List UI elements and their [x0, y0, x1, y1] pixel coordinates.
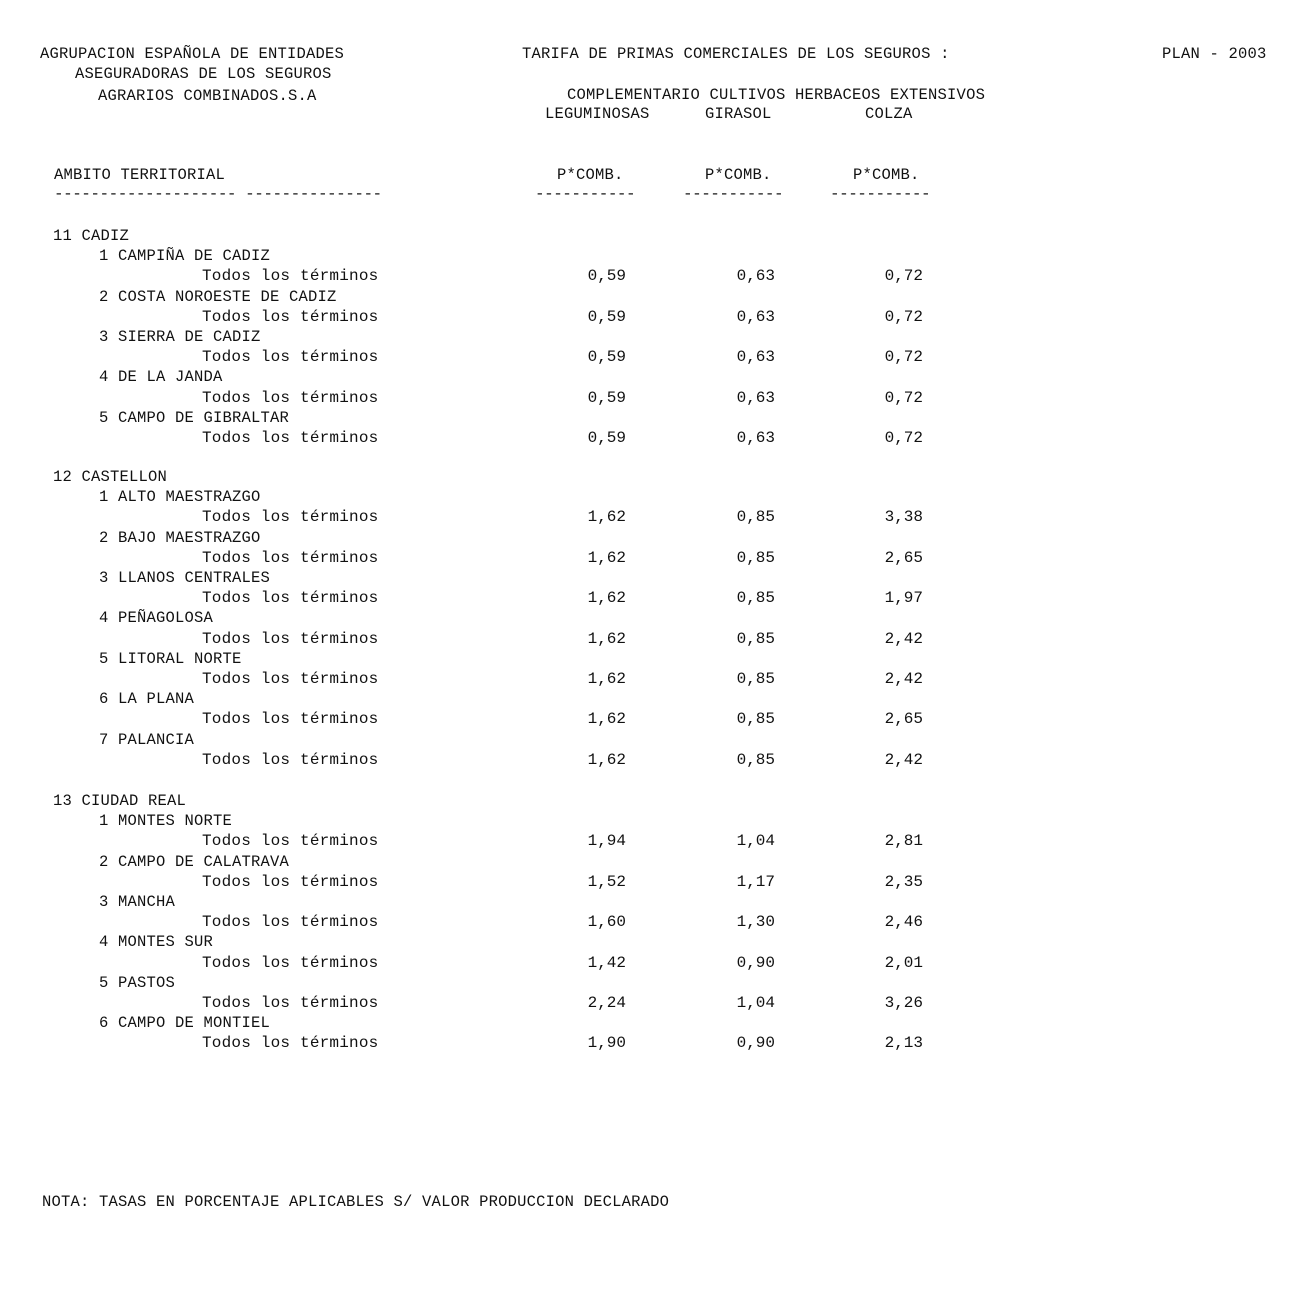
region-name: 1 CAMPIÑA DE CADIZ	[99, 247, 271, 266]
value-leguminosas: 0,59	[587, 388, 626, 407]
term-label: Todos los términos	[202, 750, 379, 769]
region-name: 1 ALTO MAESTRAZGO	[99, 488, 261, 507]
term-label: Todos los términos	[202, 953, 379, 972]
value-leguminosas: 1,62	[587, 508, 626, 527]
org-name-line3: AGRARIOS COMBINADOS.S.A	[98, 87, 317, 105]
term-label: Todos los términos	[202, 670, 379, 688]
value-girasol: 1,17	[736, 872, 775, 891]
column-header-girasol: P*COMB.	[705, 166, 772, 184]
value-girasol: 0,85	[736, 750, 775, 769]
value-girasol: 0,85	[736, 589, 775, 608]
term-label: Todos los términos	[202, 589, 379, 608]
region-name: 2 BAJO MAESTRAZGO	[99, 528, 261, 547]
value-girasol: 1,04	[736, 994, 775, 1012]
value-girasol: 1,04	[736, 832, 775, 851]
value-colza: 2,13	[884, 1034, 923, 1053]
value-colza: 0,72	[884, 388, 923, 407]
region-name: 5 CAMPO DE GIBRALTAR	[99, 408, 290, 427]
document-subtitle: COMPLEMENTARIO CULTIVOS HERBACEOS EXTENSIVOS	[567, 86, 986, 104]
value-colza: 2,42	[884, 629, 923, 648]
value-leguminosas: 1,62	[587, 670, 626, 688]
value-colza: 2,42	[884, 670, 923, 688]
term-label: Todos los términos	[202, 548, 379, 567]
org-name-line2: ASEGURADORAS DE LOS SEGUROS	[75, 65, 332, 83]
value-leguminosas: 0,59	[587, 429, 626, 447]
region-name: 4 PEÑAGOLOSA	[99, 609, 214, 628]
value-colza: 0,72	[884, 267, 923, 286]
plan-label: PLAN - 2003	[1162, 45, 1267, 63]
column-header-colza: P*COMB.	[853, 166, 920, 184]
crop-colza: COLZA	[865, 105, 913, 123]
value-leguminosas: 1,62	[587, 629, 626, 648]
value-girasol: 0,63	[736, 388, 775, 407]
value-leguminosas: 1,52	[587, 872, 626, 891]
footer-note: NOTA: TASAS EN PORCENTAJE APLICABLES S/ VALOR PRODUCCION DECLARADO	[42, 1193, 670, 1211]
term-label: Todos los términos	[202, 913, 379, 932]
term-label: Todos los términos	[202, 267, 379, 286]
column-header-ambito: AMBITO TERRITORIAL	[54, 166, 226, 184]
separator-ambito: -------------------- ---------------	[54, 185, 382, 203]
value-girasol: 0,90	[736, 953, 775, 972]
region-name: 6 CAMPO DE MONTIEL	[99, 1014, 271, 1033]
term-label: Todos los términos	[202, 307, 379, 326]
term-label: Todos los términos	[202, 388, 379, 407]
value-colza: 2,81	[884, 832, 923, 851]
region-name: 5 PASTOS	[99, 973, 176, 992]
org-name-line1: AGRUPACION ESPAÑOLA DE ENTIDADES	[40, 45, 345, 63]
value-colza: 0,72	[884, 348, 923, 367]
province-name: 13 CIUDAD REAL	[53, 792, 187, 810]
value-colza: 0,72	[884, 307, 923, 326]
value-colza: 2,65	[884, 710, 923, 729]
value-leguminosas: 1,60	[587, 913, 626, 932]
term-label: Todos los términos	[202, 1034, 379, 1053]
region-name: 1 MONTES NORTE	[99, 812, 233, 831]
value-colza: 2,46	[884, 913, 923, 932]
value-girasol: 0,63	[736, 348, 775, 367]
value-girasol: 0,63	[736, 429, 775, 447]
region-name: 3 LLANOS CENTRALES	[99, 569, 271, 587]
crop-girasol: GIRASOL	[705, 105, 772, 123]
value-girasol: 0,85	[736, 548, 775, 567]
value-leguminosas: 0,59	[587, 348, 626, 367]
value-colza: 2,65	[884, 548, 923, 567]
region-name: 4 DE LA JANDA	[99, 368, 223, 387]
term-label: Todos los términos	[202, 348, 379, 367]
value-leguminosas: 1,94	[587, 832, 626, 851]
value-leguminosas: 1,62	[587, 589, 626, 608]
value-colza: 2,01	[884, 953, 923, 972]
term-label: Todos los términos	[202, 872, 379, 891]
value-girasol: 0,85	[736, 629, 775, 648]
term-label: Todos los términos	[202, 994, 379, 1012]
value-leguminosas: 1,62	[587, 710, 626, 729]
value-leguminosas: 1,62	[587, 750, 626, 769]
term-label: Todos los términos	[202, 508, 379, 527]
value-colza: 3,26	[884, 994, 923, 1012]
region-name: 6 LA PLANA	[99, 690, 195, 709]
value-colza: 2,42	[884, 750, 923, 769]
region-name: 7 PALANCIA	[99, 730, 195, 749]
value-girasol: 0,63	[736, 267, 775, 286]
value-girasol: 1,30	[736, 913, 775, 932]
value-colza: 1,97	[884, 589, 923, 608]
value-girasol: 0,63	[736, 307, 775, 326]
value-colza: 3,38	[884, 508, 923, 527]
region-name: 3 SIERRA DE CADIZ	[99, 328, 261, 346]
separator-girasol: -----------	[683, 185, 784, 203]
term-label: Todos los términos	[202, 832, 379, 851]
region-name: 2 CAMPO DE CALATRAVA	[99, 852, 290, 871]
region-name: 2 COSTA NOROESTE DE CADIZ	[99, 287, 337, 306]
value-leguminosas: 0,59	[587, 307, 626, 326]
separator-leguminosas: -----------	[535, 185, 636, 203]
region-name: 4 MONTES SUR	[99, 933, 214, 952]
value-girasol: 0,85	[736, 670, 775, 688]
region-name: 3 MANCHA	[99, 893, 176, 911]
document-title: TARIFA DE PRIMAS COMERCIALES DE LOS SEGUROS :	[522, 45, 950, 63]
value-leguminosas: 2,24	[587, 994, 626, 1012]
value-leguminosas: 1,90	[587, 1034, 626, 1053]
value-leguminosas: 1,62	[587, 548, 626, 567]
value-colza: 2,35	[884, 872, 923, 891]
separator-colza: -----------	[830, 185, 931, 203]
term-label: Todos los términos	[202, 710, 379, 729]
value-girasol: 0,85	[736, 710, 775, 729]
crop-leguminosas: LEGUMINOSAS	[545, 105, 650, 123]
province-name: 12 CASTELLON	[53, 468, 168, 486]
value-girasol: 0,85	[736, 508, 775, 527]
term-label: Todos los términos	[202, 629, 379, 648]
column-header-leguminosas: P*COMB.	[557, 166, 624, 184]
region-name: 5 LITORAL NORTE	[99, 649, 242, 668]
value-leguminosas: 1,42	[587, 953, 626, 972]
term-label: Todos los términos	[202, 429, 379, 447]
value-girasol: 0,90	[736, 1034, 775, 1053]
province-name: 11 CADIZ	[53, 227, 130, 245]
value-leguminosas: 0,59	[587, 267, 626, 286]
value-colza: 0,72	[884, 429, 923, 447]
